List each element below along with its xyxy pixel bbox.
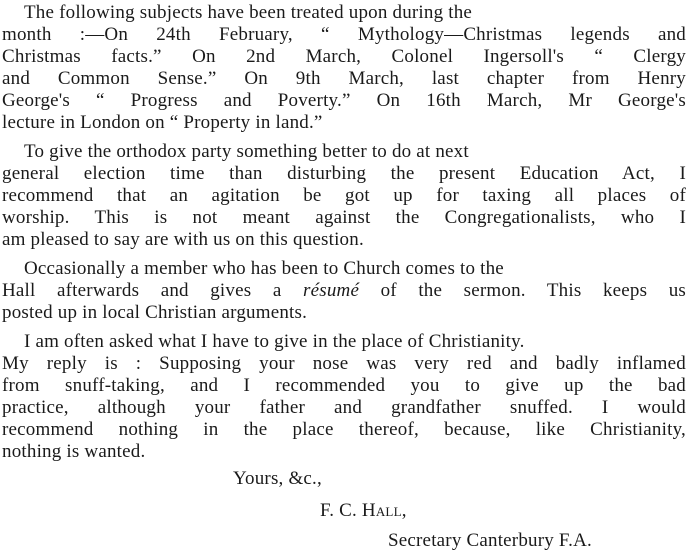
closing-line: Yours, &c.,	[233, 468, 322, 489]
text-line: worship. This is not meant against the Congregationalists, who I	[2, 207, 686, 228]
text-line: month :—On 24th February, “ Mythology—Christmas legends and	[2, 24, 686, 45]
text-line: recommend nothing in the place thereof, because, like Christianity,	[2, 419, 686, 440]
text-line: The following subjects have been treated upon during the	[24, 2, 473, 23]
text-line	[2, 280, 686, 302]
text-line: George's “ Progress and Poverty.” On 16th March, Mr George's	[2, 90, 686, 111]
text-line: To give the orthodox party something better to do at next	[24, 141, 469, 162]
signatory-name: F. C. Hall,	[320, 500, 407, 521]
signatory-title: Secretary Canterbury F.A.	[388, 530, 592, 551]
text-line: lecture in London on “ Property in land.”	[2, 112, 323, 133]
text-line: from snuff-taking, and I recommended you to give up the bad	[2, 375, 686, 396]
text-line: am pleased to say are with us on this question.	[2, 229, 364, 250]
italic-word: résumé	[303, 280, 360, 301]
text-line: My reply is : Supposing your nose was very red and badly inflamed	[2, 353, 686, 374]
text-line: I am often asked what I have to give in the place of Christianity.	[24, 331, 525, 352]
text-segment: of the sermon. This keeps us	[380, 280, 687, 301]
text-segment: Hall afterwards and gives a	[2, 280, 282, 301]
text-line: and Common Sense.” On 9th March, last chapter from Henry	[2, 68, 686, 89]
text-line: Occasionally a member who has been to Church comes to the	[24, 258, 504, 279]
text-line: recommend that an agitation be got up for taxing all places of	[2, 185, 686, 206]
text-line: Christmas facts.” On 2nd March, Colonel Ingersoll's “ Clergy	[2, 46, 686, 67]
text-line: posted up in local Christian arguments.	[2, 302, 308, 323]
text-line: practice, although your father and grandfather snuffed. I would	[2, 397, 686, 418]
text-line: nothing is wanted.	[2, 441, 146, 462]
text-line: general election time than disturbing the present Education Act, I	[2, 163, 686, 184]
